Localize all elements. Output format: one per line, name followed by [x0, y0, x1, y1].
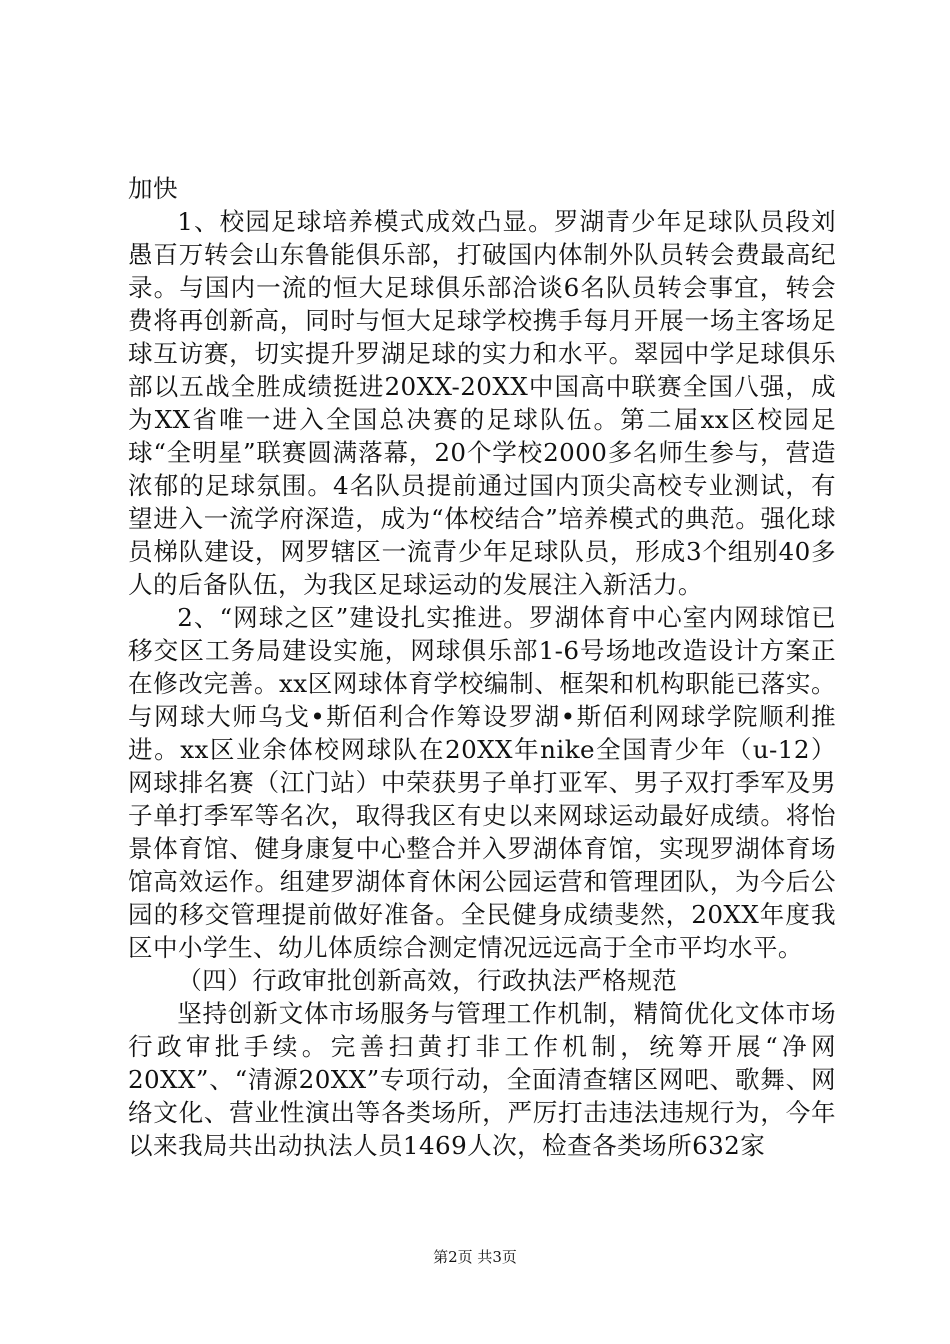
paragraph-tennis: 2、“网球之区”建设扎实推进。罗湖体育中心室内网球馆已移交区工务局建设实施，网球俱乐部1-6号场地改造设计方案正在修改完善。xx区网球体育学校编制、框架和机构职能已落实。与网球大师乌戈•斯佰利合作筹设罗湖•斯佰利网球学院顺利推进。xx区业余体校网球队在20XX年nike全国青少年（u-12）网球排名赛（江门站）中荣获男子单打亚军、男子双打季军及男子单打季军等名次，取得我区有史以来网球运动最好成绩。将怡景体育馆、健身康复中心整合并入罗湖体育馆，实现罗湖体育场馆高效运作。组建罗湖体育休闲公园运营和管理团队，为今后公园的移交管理提前做好准备。全民健身成绩斐然，20XX年度我区中小学生、幼儿体质综合测定情况远远高于全市平均水平。 — [128, 603, 836, 962]
page-footer: 第2页 共3页 — [433, 1248, 517, 1266]
paragraph-football: 1、校园足球培养模式成效凸显。罗湖青少年足球队员段刘愚百万转会山东鲁能俱乐部，打破国内体制外队员转会费最高纪录。与国内一流的恒大足球俱乐部洽谈6名队员转会事宜，转会费将再创新高，同时与恒大足球学校携手每月开展一场主客场足球互访赛，切实提升罗湖足球的实力和水平。翠园中学足球俱乐部以五战全胜成绩挺进20XX-20XX中国高中联赛全国八强，成为XX省唯一进入全国总决赛的足球队伍。第二届xx区校园足球“全明星”联赛圆满落幕，20个学校2000多名师生参与，营造浓郁的足球氛围。4名队员提前通过国内顶尖高校专业测试，有望进入一流学府深造，成为“体校结合”培养模式的典范。强化球员梯队建设，网罗辖区一流青少年足球队员，形成3个组别40多人的后备队伍，为我区足球运动的发展注入新活力。 — [128, 207, 836, 599]
section-heading-approval: （四）行政审批创新高效，行政执法严格规范 — [177, 966, 678, 995]
paragraph-continuation: 加快 — [128, 174, 178, 203]
paragraph-market-management: 坚持创新文体市场服务与管理工作机制，精简优化文体市场行政审批手续。完善扫黄打非工作机制，统筹开展“净网20XX”、“清源20XX”专项行动，全面清查辖区网吧、歌舞、网络文化、营业性演出等各类场所，严厉打击违法违规行为，今年以来我局共出动执法人员1469人次，检查各类场所632家 — [128, 999, 836, 1160]
body-text — [128, 172, 836, 1162]
